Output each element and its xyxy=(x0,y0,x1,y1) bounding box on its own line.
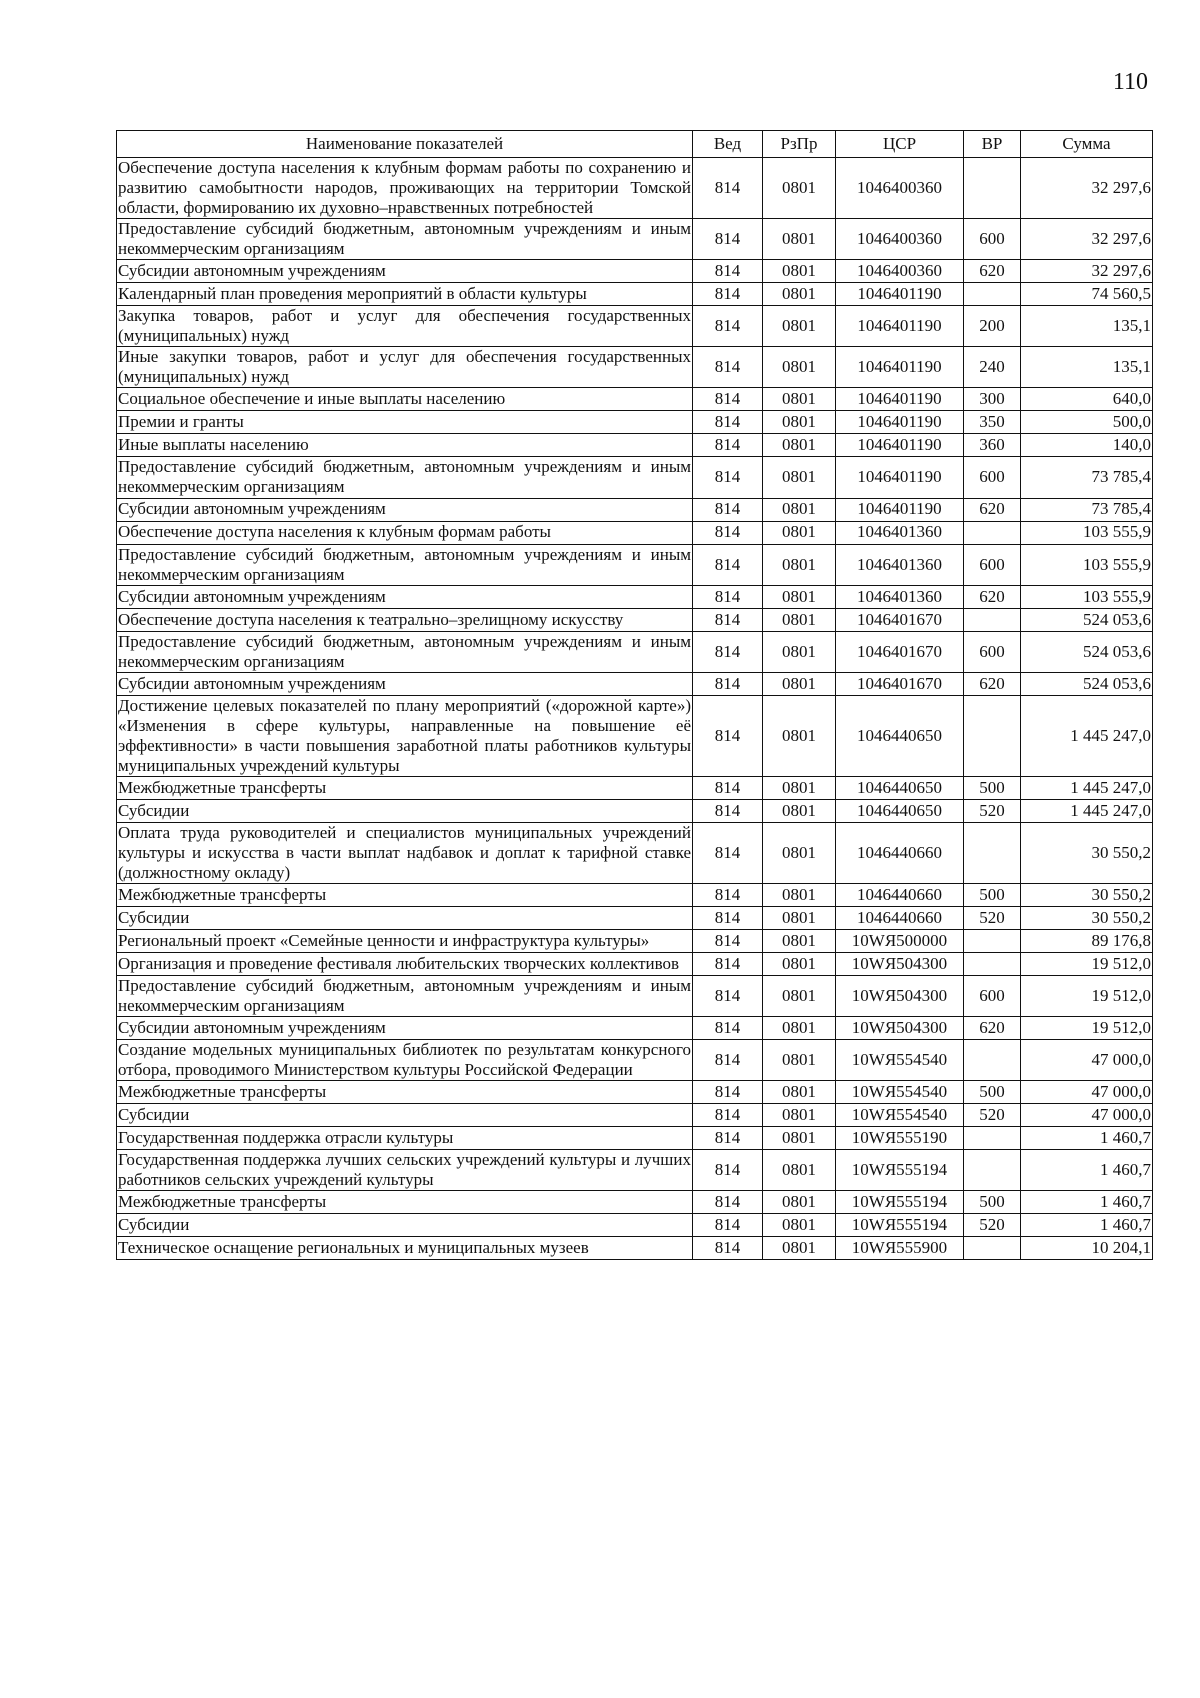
cell-rzpr: 0801 xyxy=(763,976,836,1017)
table-row xyxy=(117,1191,1153,1214)
table-row xyxy=(117,1237,1153,1260)
budget-table xyxy=(116,130,1153,1260)
cell-vr: 350 xyxy=(964,411,1021,434)
cell-csr: 10WЯ555194 xyxy=(836,1150,964,1191)
cell-csr: 10WЯ504300 xyxy=(836,976,964,1017)
cell-name: Предоставление субсидий бюджетным, автономным учреждениям и иным некоммерческим организациям xyxy=(118,976,691,1016)
table-row xyxy=(117,521,1153,544)
table-row xyxy=(117,1150,1153,1191)
cell-rzpr: 0801 xyxy=(763,585,836,608)
cell-csr: 10WЯ554540 xyxy=(836,1081,964,1104)
cell-csr: 1046401190 xyxy=(836,498,964,521)
cell-vr: 300 xyxy=(964,388,1021,411)
cell-csr: 1046440660 xyxy=(836,884,964,907)
cell-ved: 814 xyxy=(693,388,763,411)
cell-ved: 814 xyxy=(693,306,763,347)
cell-csr: 10WЯ500000 xyxy=(836,930,964,953)
cell-rzpr: 0801 xyxy=(763,822,836,883)
cell-name: Межбюджетные трансферты xyxy=(117,884,693,907)
cell-rzpr: 0801 xyxy=(763,884,836,907)
cell-csr: 1046401360 xyxy=(836,544,964,585)
cell-rzpr: 0801 xyxy=(763,283,836,306)
cell-vr: 600 xyxy=(964,457,1021,498)
cell-ved: 814 xyxy=(693,260,763,283)
table-row xyxy=(117,347,1153,388)
cell-rzpr: 0801 xyxy=(763,953,836,976)
cell-csr: 10WЯ555190 xyxy=(836,1127,964,1150)
cell-name: Закупка товаров, работ и услуг для обеспечения государственных (муниципальных) нужд xyxy=(118,306,691,346)
cell-rzpr: 0801 xyxy=(763,219,836,260)
cell-csr: 1046400360 xyxy=(836,219,964,260)
table-row xyxy=(117,434,1153,457)
cell-ved: 814 xyxy=(693,1237,763,1260)
cell-sum: 103 555,9 xyxy=(1021,585,1153,608)
table-row xyxy=(117,884,1153,907)
cell-ved: 814 xyxy=(693,521,763,544)
cell-ved: 814 xyxy=(693,799,763,822)
cell-name: Субсидии автономным учреждениям xyxy=(117,672,693,695)
cell-csr: 1046440660 xyxy=(836,907,964,930)
cell-rzpr: 0801 xyxy=(763,1237,836,1260)
cell-vr xyxy=(964,1127,1021,1150)
cell-ved: 814 xyxy=(693,1191,763,1214)
cell-sum: 30 550,2 xyxy=(1021,907,1153,930)
cell-vr xyxy=(964,608,1021,631)
cell-ved: 814 xyxy=(693,544,763,585)
cell-ved: 814 xyxy=(693,695,763,776)
cell-ved: 814 xyxy=(693,498,763,521)
cell-rzpr: 0801 xyxy=(763,411,836,434)
cell-csr: 10WЯ555194 xyxy=(836,1191,964,1214)
cell-csr: 10WЯ504300 xyxy=(836,1017,964,1040)
cell-vr xyxy=(964,1040,1021,1081)
cell-csr: 1046440660 xyxy=(836,822,964,883)
cell-name: Субсидии xyxy=(117,1104,693,1127)
cell-name: Создание модельных муниципальных библиотек по результатам конкурсного отбора, проводимого Министерством культуры Российской Федерации xyxy=(118,1040,691,1080)
cell-sum: 640,0 xyxy=(1021,388,1153,411)
cell-ved: 814 xyxy=(693,976,763,1017)
cell-vr: 600 xyxy=(964,219,1021,260)
cell-rzpr: 0801 xyxy=(763,1017,836,1040)
header-rzpr: РзПр xyxy=(763,131,836,158)
cell-vr: 500 xyxy=(964,884,1021,907)
cell-name: Межбюджетные трансферты xyxy=(117,1191,693,1214)
table-row xyxy=(117,1040,1153,1081)
cell-name: Иные выплаты населению xyxy=(117,434,693,457)
header-csr: ЦСР xyxy=(836,131,964,158)
cell-vr: 620 xyxy=(964,498,1021,521)
cell-vr: 500 xyxy=(964,1081,1021,1104)
cell-ved: 814 xyxy=(693,1040,763,1081)
cell-csr: 1046401670 xyxy=(836,608,964,631)
cell-csr: 1046401670 xyxy=(836,672,964,695)
cell-csr: 1046401190 xyxy=(836,306,964,347)
cell-name: Государственная поддержка лучших сельских учреждений культуры и лучших работников сельских учреждений культуры xyxy=(118,1150,691,1190)
table-row xyxy=(117,498,1153,521)
cell-vr: 240 xyxy=(964,347,1021,388)
header-row xyxy=(117,131,1153,158)
cell-sum: 103 555,9 xyxy=(1021,521,1153,544)
cell-vr: 360 xyxy=(964,434,1021,457)
cell-name: Достижение целевых показателей по плану мероприятий («дорожной карте») «Изменения в сфере культуры, направленные на повышение её эффективности» в части повышения заработной платы работников культуры муниципальных учреждений культуры xyxy=(118,695,691,775)
cell-name: Иные закупки товаров, работ и услуг для обеспечения государственных (муниципальных) нужд xyxy=(118,347,691,387)
cell-sum: 1 460,7 xyxy=(1021,1150,1153,1191)
cell-csr: 1046401360 xyxy=(836,521,964,544)
cell-name: Субсидии автономным учреждениям xyxy=(117,585,693,608)
cell-ved: 814 xyxy=(693,1081,763,1104)
cell-name: Субсидии xyxy=(117,907,693,930)
cell-sum: 32 297,6 xyxy=(1021,219,1153,260)
cell-sum: 1 460,7 xyxy=(1021,1127,1153,1150)
cell-ved: 814 xyxy=(693,1150,763,1191)
cell-name: Государственная поддержка отрасли культуры xyxy=(117,1127,693,1150)
cell-csr: 1046401190 xyxy=(836,283,964,306)
table-row xyxy=(117,1081,1153,1104)
cell-vr xyxy=(964,930,1021,953)
cell-sum: 135,1 xyxy=(1021,306,1153,347)
table-row xyxy=(117,672,1153,695)
cell-ved: 814 xyxy=(693,1104,763,1127)
cell-csr: 1046401190 xyxy=(836,411,964,434)
cell-sum: 1 445 247,0 xyxy=(1021,799,1153,822)
cell-vr xyxy=(964,283,1021,306)
cell-vr xyxy=(964,953,1021,976)
cell-ved: 814 xyxy=(693,585,763,608)
cell-sum: 500,0 xyxy=(1021,411,1153,434)
cell-rzpr: 0801 xyxy=(763,1150,836,1191)
cell-name: Обеспечение доступа населения к клубным формам работы xyxy=(117,521,693,544)
cell-csr: 1046440650 xyxy=(836,776,964,799)
cell-name: Социальное обеспечение и иные выплаты населению xyxy=(117,388,693,411)
cell-ved: 814 xyxy=(693,1214,763,1237)
cell-csr: 10WЯ504300 xyxy=(836,953,964,976)
cell-sum: 73 785,4 xyxy=(1021,457,1153,498)
cell-rzpr: 0801 xyxy=(763,1104,836,1127)
cell-rzpr: 0801 xyxy=(763,672,836,695)
cell-sum: 135,1 xyxy=(1021,347,1153,388)
cell-sum: 47 000,0 xyxy=(1021,1104,1153,1127)
table-header xyxy=(117,131,1153,158)
cell-name: Субсидии xyxy=(117,1214,693,1237)
cell-name: Предоставление субсидий бюджетным, автономным учреждениям и иным некоммерческим организациям xyxy=(118,544,691,584)
cell-name: Премии и гранты xyxy=(117,411,693,434)
cell-ved: 814 xyxy=(693,631,763,672)
cell-rzpr: 0801 xyxy=(763,930,836,953)
cell-vr: 620 xyxy=(964,260,1021,283)
cell-csr: 10WЯ555194 xyxy=(836,1214,964,1237)
table-row xyxy=(117,1214,1153,1237)
table-row xyxy=(117,1104,1153,1127)
cell-sum: 1 460,7 xyxy=(1021,1214,1153,1237)
cell-name: Межбюджетные трансферты xyxy=(117,776,693,799)
cell-csr: 1046401670 xyxy=(836,631,964,672)
cell-name: Календарный план проведения мероприятий в области культуры xyxy=(117,283,693,306)
cell-sum: 74 560,5 xyxy=(1021,283,1153,306)
cell-rzpr: 0801 xyxy=(763,347,836,388)
table-row xyxy=(117,283,1153,306)
cell-csr: 1046401190 xyxy=(836,434,964,457)
cell-rzpr: 0801 xyxy=(763,799,836,822)
cell-rzpr: 0801 xyxy=(763,907,836,930)
cell-ved: 814 xyxy=(693,411,763,434)
cell-name: Предоставление субсидий бюджетным, автономным учреждениям и иным некоммерческим организациям xyxy=(118,219,691,259)
cell-name: Обеспечение доступа населения к клубным формам работы по сохранению и развитию самобытности народов, проживающих на территории Томской области, формированию их духовно–нравственных потребностей xyxy=(118,158,691,218)
header-ved: Вед xyxy=(693,131,763,158)
cell-name: Оплата труда руководителей и специалистов муниципальных учреждений культуры и искусства в части выплат надбавок и доплат к тарифной ставке (должностному окладу) xyxy=(118,822,691,882)
table-row xyxy=(117,1127,1153,1150)
cell-sum: 47 000,0 xyxy=(1021,1040,1153,1081)
table-row xyxy=(117,388,1153,411)
table-row xyxy=(117,822,1153,883)
table-row xyxy=(117,695,1153,776)
cell-vr: 620 xyxy=(964,585,1021,608)
table-row xyxy=(117,907,1153,930)
cell-vr: 620 xyxy=(964,672,1021,695)
cell-sum: 103 555,9 xyxy=(1021,544,1153,585)
cell-sum: 1 460,7 xyxy=(1021,1191,1153,1214)
cell-vr xyxy=(964,695,1021,776)
header-sum: Сумма xyxy=(1021,131,1153,158)
table-row xyxy=(117,306,1153,347)
cell-rzpr: 0801 xyxy=(763,631,836,672)
cell-name: Техническое оснащение региональных и муниципальных музеев xyxy=(117,1237,693,1260)
cell-vr: 600 xyxy=(964,544,1021,585)
cell-name: Обеспечение доступа населения к театрально–зрелищному искусству xyxy=(117,608,693,631)
table-row xyxy=(117,953,1153,976)
cell-vr xyxy=(964,158,1021,219)
cell-ved: 814 xyxy=(693,907,763,930)
cell-sum: 19 512,0 xyxy=(1021,953,1153,976)
table-row xyxy=(117,608,1153,631)
table-body xyxy=(117,158,1153,1260)
cell-csr: 1046400360 xyxy=(836,260,964,283)
cell-rzpr: 0801 xyxy=(763,260,836,283)
table-row xyxy=(117,219,1153,260)
cell-ved: 814 xyxy=(693,347,763,388)
cell-ved: 814 xyxy=(693,434,763,457)
table-row xyxy=(117,544,1153,585)
cell-sum: 140,0 xyxy=(1021,434,1153,457)
cell-ved: 814 xyxy=(693,930,763,953)
cell-name: Субсидии xyxy=(117,799,693,822)
cell-rzpr: 0801 xyxy=(763,457,836,498)
cell-csr: 10WЯ555900 xyxy=(836,1237,964,1260)
table-row xyxy=(117,158,1153,219)
cell-vr: 600 xyxy=(964,631,1021,672)
cell-rzpr: 0801 xyxy=(763,1040,836,1081)
cell-sum: 89 176,8 xyxy=(1021,930,1153,953)
cell-name: Субсидии автономным учреждениям xyxy=(117,1017,693,1040)
header-vr: ВР xyxy=(964,131,1021,158)
cell-sum: 32 297,6 xyxy=(1021,158,1153,219)
cell-vr xyxy=(964,822,1021,883)
cell-vr: 520 xyxy=(964,1104,1021,1127)
cell-rzpr: 0801 xyxy=(763,1127,836,1150)
cell-csr: 1046401190 xyxy=(836,457,964,498)
cell-rzpr: 0801 xyxy=(763,544,836,585)
cell-name: Межбюджетные трансферты xyxy=(117,1081,693,1104)
cell-vr: 500 xyxy=(964,776,1021,799)
cell-vr: 600 xyxy=(964,976,1021,1017)
cell-vr: 200 xyxy=(964,306,1021,347)
cell-vr: 520 xyxy=(964,799,1021,822)
cell-ved: 814 xyxy=(693,283,763,306)
cell-csr: 1046440650 xyxy=(836,695,964,776)
table-row xyxy=(117,1017,1153,1040)
cell-vr: 520 xyxy=(964,1214,1021,1237)
cell-sum: 19 512,0 xyxy=(1021,1017,1153,1040)
cell-sum: 47 000,0 xyxy=(1021,1081,1153,1104)
table-row xyxy=(117,930,1153,953)
cell-vr: 500 xyxy=(964,1191,1021,1214)
cell-csr: 1046440650 xyxy=(836,799,964,822)
cell-rzpr: 0801 xyxy=(763,434,836,457)
cell-rzpr: 0801 xyxy=(763,306,836,347)
cell-ved: 814 xyxy=(693,457,763,498)
cell-vr xyxy=(964,521,1021,544)
cell-ved: 814 xyxy=(693,1017,763,1040)
cell-rzpr: 0801 xyxy=(763,1191,836,1214)
cell-csr: 10WЯ554540 xyxy=(836,1040,964,1081)
cell-rzpr: 0801 xyxy=(763,388,836,411)
cell-ved: 814 xyxy=(693,672,763,695)
cell-ved: 814 xyxy=(693,219,763,260)
cell-rzpr: 0801 xyxy=(763,608,836,631)
cell-csr: 10WЯ554540 xyxy=(836,1104,964,1127)
cell-ved: 814 xyxy=(693,884,763,907)
table-row xyxy=(117,411,1153,434)
cell-rzpr: 0801 xyxy=(763,498,836,521)
cell-sum: 524 053,6 xyxy=(1021,672,1153,695)
cell-ved: 814 xyxy=(693,158,763,219)
cell-vr xyxy=(964,1150,1021,1191)
cell-vr: 620 xyxy=(964,1017,1021,1040)
cell-csr: 1046401190 xyxy=(836,347,964,388)
cell-name: Региональный проект «Семейные ценности и инфраструктура культуры» xyxy=(117,930,693,953)
cell-sum: 524 053,6 xyxy=(1021,608,1153,631)
cell-sum: 1 445 247,0 xyxy=(1021,695,1153,776)
cell-rzpr: 0801 xyxy=(763,1214,836,1237)
cell-sum: 1 445 247,0 xyxy=(1021,776,1153,799)
cell-csr: 1046400360 xyxy=(836,158,964,219)
cell-name: Организация и проведение фестиваля любительских творческих коллективов xyxy=(117,953,693,976)
table-row xyxy=(117,457,1153,498)
table-row xyxy=(117,631,1153,672)
cell-ved: 814 xyxy=(693,822,763,883)
cell-csr: 1046401190 xyxy=(836,388,964,411)
cell-name: Субсидии автономным учреждениям xyxy=(117,260,693,283)
cell-sum: 19 512,0 xyxy=(1021,976,1153,1017)
table-row xyxy=(117,776,1153,799)
cell-ved: 814 xyxy=(693,776,763,799)
cell-vr: 520 xyxy=(964,907,1021,930)
cell-rzpr: 0801 xyxy=(763,158,836,219)
cell-rzpr: 0801 xyxy=(763,521,836,544)
cell-ved: 814 xyxy=(693,953,763,976)
cell-rzpr: 0801 xyxy=(763,695,836,776)
cell-name: Субсидии автономным учреждениям xyxy=(117,498,693,521)
cell-rzpr: 0801 xyxy=(763,776,836,799)
cell-rzpr: 0801 xyxy=(763,1081,836,1104)
cell-ved: 814 xyxy=(693,1127,763,1150)
table-row xyxy=(117,585,1153,608)
cell-sum: 524 053,6 xyxy=(1021,631,1153,672)
cell-ved: 814 xyxy=(693,608,763,631)
cell-name: Предоставление субсидий бюджетным, автономным учреждениям и иным некоммерческим организациям xyxy=(118,457,691,497)
cell-sum: 73 785,4 xyxy=(1021,498,1153,521)
cell-name: Предоставление субсидий бюджетным, автономным учреждениям и иным некоммерческим организациям xyxy=(118,631,691,671)
table-row xyxy=(117,799,1153,822)
page-number: 110 xyxy=(1112,69,1148,95)
cell-sum: 30 550,2 xyxy=(1021,822,1153,883)
cell-sum: 30 550,2 xyxy=(1021,884,1153,907)
cell-sum: 32 297,6 xyxy=(1021,260,1153,283)
table-row xyxy=(117,260,1153,283)
header-name: Наименование показателей xyxy=(117,131,693,158)
cell-csr: 1046401360 xyxy=(836,585,964,608)
cell-vr xyxy=(964,1237,1021,1260)
cell-sum: 10 204,1 xyxy=(1021,1237,1153,1260)
table-row xyxy=(117,976,1153,1017)
